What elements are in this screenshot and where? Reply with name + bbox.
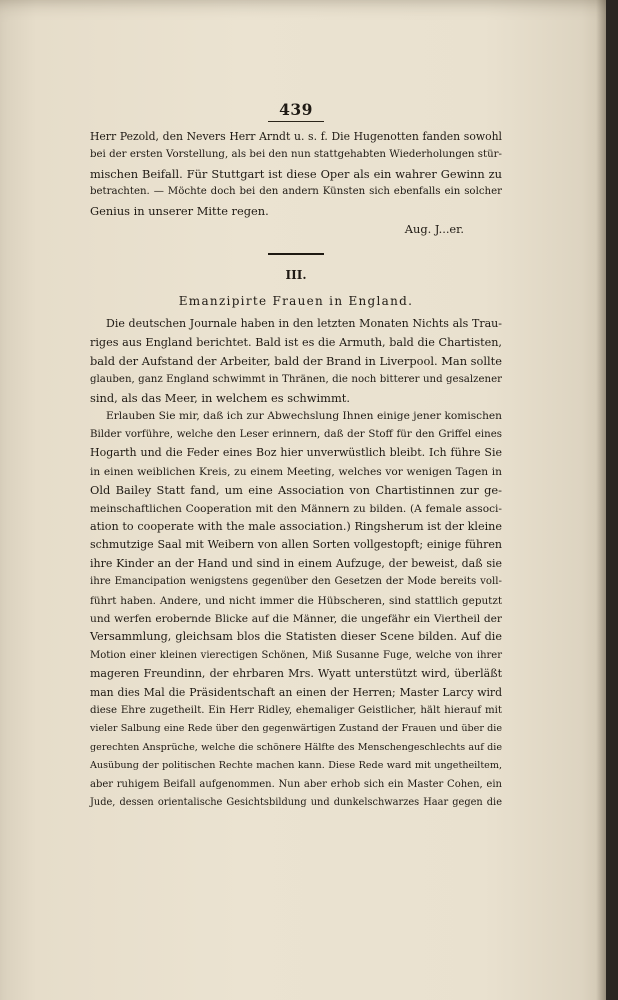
text-line: man dies Mal die Präsidentschaft an einen der Herren; Master Larcy wird [90,685,502,699]
text-line: Genius in unserer Mitte regen. [90,203,269,218]
text-line: ihre Emancipation wenigstens gegenüber den Gesetzen der Mode bereits voll- [90,576,502,588]
section-title: Emanzipirte Frauen in England. [178,294,414,309]
paragraph-2 [90,407,502,812]
author-signature: Aug. J...er. [404,222,464,237]
text-line: mischen Beifall. Für Stuttgart ist diese Oper als ein wahrer Gewinn zu [90,166,502,181]
text-line: Erlauben Sie mir, daß ich zur Abwechslung Ihnen einige jener komischen [106,410,502,423]
page-edge-shadow [596,0,606,1000]
text-line: diese Ehre zugetheilt. Ein Herr Ridley, ehemaliger Geistlicher, hält hierauf mit [90,704,502,716]
text-line: schmutzige Saal mit Weibern von allen Sorten vollgestopft; einige führen [90,538,502,552]
text-line: Jude, dessen orientalische Gesichtsbildung und dunkelschwarzes Haar gegen die [90,797,502,808]
text-line: Herr Pezold, den Nevers Herr Arndt u. s. f. Die Hugenotten fanden sowohl [90,130,502,143]
section-number: III. [285,268,307,283]
text-line: gerechten Ansprüche, welche die schönere Hälfte des Menschengeschlechts auf die [90,741,502,753]
page-number-rule [268,121,324,122]
text-line: ation to cooperate with the male association.) Ringsherum ist der kleine [90,519,502,533]
paragraph-1 [90,315,502,407]
text-line: bald der Aufstand der Arbeiter, bald der Brand in Liverpool. Man sollte [90,354,502,369]
text-line: Die deutschen Journale haben in den letzten Monaten Nichts als Trau- [106,317,502,331]
text-line: sind, als das Meer, in welchem es schwimmt. [90,391,350,406]
text-block [90,100,502,812]
text-line: und werfen erobernde Blicke auf die Männer, die ungefähr ein Viertheil der [90,612,502,625]
page-number: 439 [279,100,313,119]
section-divider [268,253,324,255]
text-line: Bilder vorführe, welche den Leser erinnern, daß der Stoff für den Griffel eines [90,428,502,440]
text-line: riges aus England berichtet. Bald ist es die Armuth, bald die Chartisten, [90,335,502,349]
text-line: in einen weiblichen Kreis, zu einem Meeting, welches vor wenigen Tagen in [90,465,502,478]
text-line: Old Bailey Statt fand, um eine Association von Chartistinnen zur ge- [90,483,502,498]
text-line: Ausübung der politischen Rechte machen kann. Diese Rede ward mit ungetheiltem, [90,760,502,772]
text-line: vieler Salbung eine Rede über den gegenwärtigen Zustand der Frauen und über die [90,723,502,735]
text-line: glauben, ganz England schwimmt in Thränen, die noch bitterer und gesalzener [90,373,502,385]
text-line: Hogarth und die Feder eines Boz hier unverwüstlich bleibt. Ich führe Sie [90,446,502,460]
text-line: meinschaftlichen Cooperation mit den Männern zu bilden. (A female associ- [90,502,502,515]
text-line: führt haben. Andere, und nicht immer die Hübscheren, sind stattlich geputzt [90,594,502,607]
text-line: bei der ersten Vorstellung, als bei den nun stattgehabten Wiederholungen stür- [90,149,502,161]
text-line: Versammlung, gleichsam blos die Statisten dieser Scene bilden. Auf die [90,630,502,644]
text-line: ihre Kinder an der Hand und sind in einem Aufzuge, der beweist, daß sie [90,556,502,570]
text-line: Motion einer kleinen vierectigen Schönen, Miß Susanne Fuge, welche von ihrer [90,649,502,661]
text-line: mageren Freundinn, der ehrbaren Mrs. Wyatt unterstützt wird, überläßt [90,667,502,681]
text-line: betrachten. — Möchte doch bei den andern Künsten sich ebenfalls ein solcher [90,186,502,198]
continuation-paragraph [90,128,502,220]
text-line: aber ruhigem Beifall aufgenommen. Nun aber erhob sich ein Master Cohen, ein [90,778,502,790]
